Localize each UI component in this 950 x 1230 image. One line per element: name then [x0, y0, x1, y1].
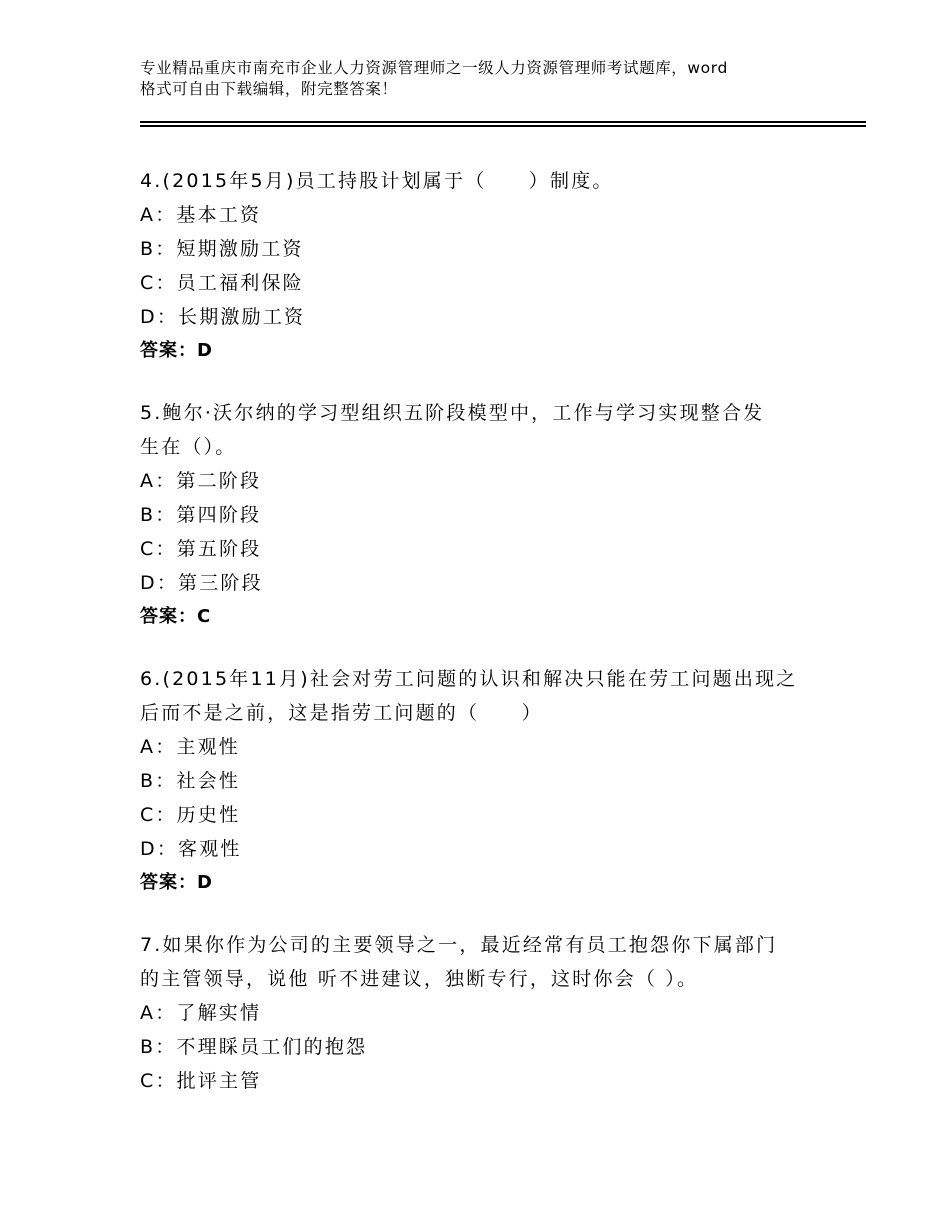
header-divider-top: [140, 121, 866, 123]
option-a: A：基本工资: [140, 204, 262, 226]
option-d: D：客观性: [140, 838, 242, 860]
option-a: A：了解实情: [140, 1002, 262, 1024]
question-6: [140, 662, 820, 900]
option-b: B：短期激励工资: [140, 238, 304, 260]
question-list: [140, 164, 820, 1126]
option-c: C：历史性: [140, 804, 241, 826]
answer: 答案：D: [140, 872, 213, 893]
option-d: D：第三阶段: [140, 572, 263, 594]
question-5: [140, 396, 820, 634]
header-divider-bottom: [140, 125, 866, 127]
answer: 答案：D: [140, 340, 213, 361]
document-header: [140, 58, 840, 100]
question-stem: 6.(2015年11月)社会对劳工问题的认识和解决只能在劳工问题出现之: [140, 668, 798, 690]
option-c: C：批评主管: [140, 1070, 262, 1092]
question-stem: 7.如果你作为公司的主要领导之一，最近经常有员工抱怨你下属部门: [140, 934, 778, 956]
question-stem-cont: 后而不是之前，这是指劳工问题的（ ）: [140, 702, 543, 724]
header-line-1: 专业精品重庆市南充市企业人力资源管理师之一级人力资源管理师考试题库，word: [140, 59, 728, 77]
question-stem-cont: 的主管领导，说他 听不进建议，独断专行，这时你会（ ）。: [140, 968, 699, 990]
option-b: B：社会性: [140, 770, 241, 792]
option-c: C：第五阶段: [140, 538, 262, 560]
answer: 答案：C: [140, 606, 212, 627]
option-b: B：不理睬员工们的抱怨: [140, 1036, 368, 1058]
question-7: [140, 928, 820, 1098]
option-b: B：第四阶段: [140, 504, 262, 526]
header-line-2: 格式可自由下载编辑，附完整答案！: [140, 80, 398, 98]
option-c: C：员工福利保险: [140, 272, 304, 294]
question-4: [140, 164, 820, 368]
option-d: D：长期激励工资: [140, 306, 306, 328]
option-a: A：第二阶段: [140, 470, 262, 492]
option-a: A：主观性: [140, 736, 240, 758]
question-stem-cont: 生在（）。: [140, 436, 237, 458]
question-stem: 4.(2015年5月)员工持股计划属于（ ）制度。: [140, 170, 614, 192]
question-stem: 5.鲍尔·沃尔纳的学习型组织五阶段模型中，工作与学习实现整合发: [140, 402, 765, 424]
